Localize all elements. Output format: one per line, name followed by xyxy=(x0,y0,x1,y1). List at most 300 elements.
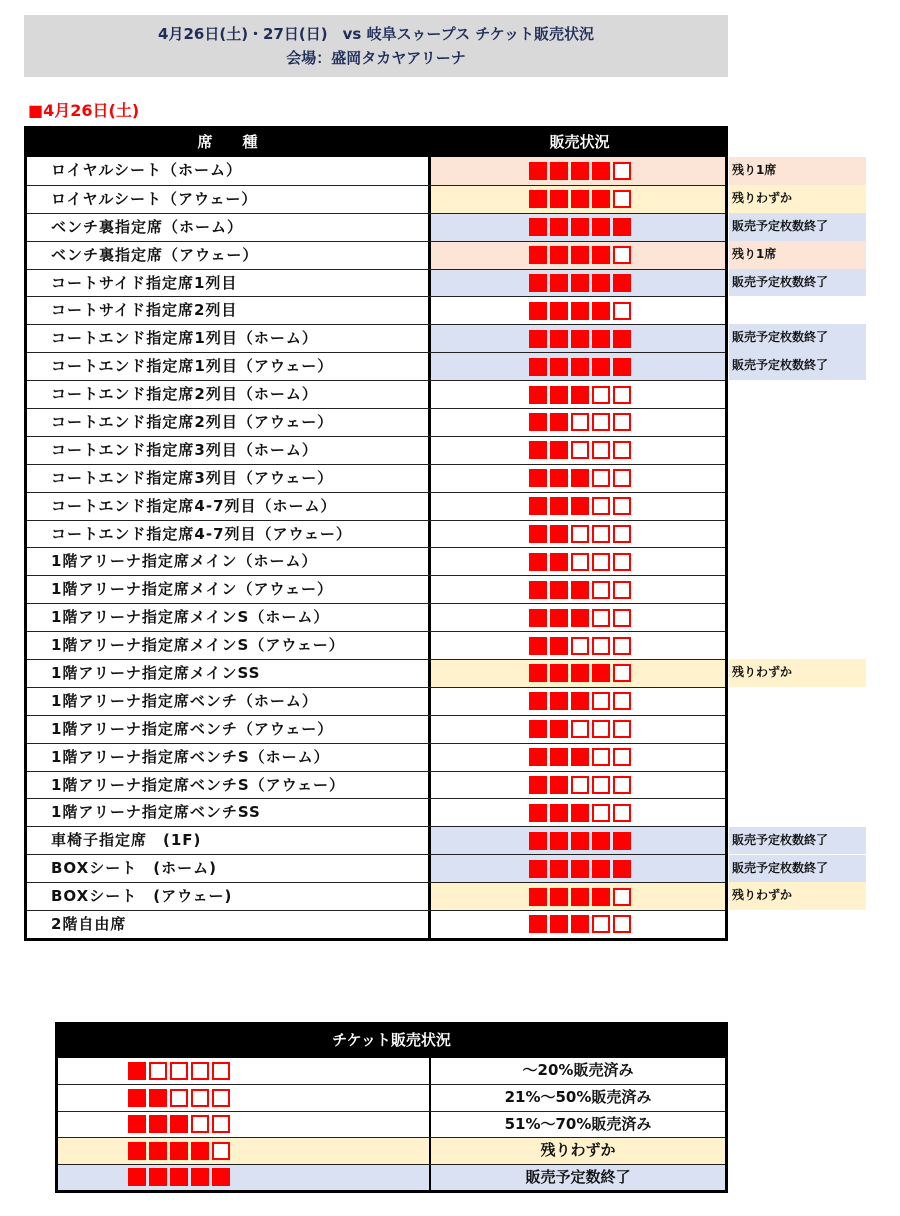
sales-status-cell xyxy=(431,157,725,185)
filled-square-icon xyxy=(592,358,610,376)
seat-type-cell: ベンチ裏指定席（アウェー） xyxy=(27,242,431,269)
status-indicator xyxy=(519,469,631,487)
empty-square-icon xyxy=(571,776,589,794)
empty-square-icon xyxy=(613,609,631,627)
empty-square-icon xyxy=(592,720,610,738)
empty-square-icon xyxy=(571,525,589,543)
filled-square-icon xyxy=(529,525,547,543)
filled-square-icon xyxy=(592,302,610,320)
status-indicator xyxy=(519,720,631,738)
filled-square-icon xyxy=(529,218,547,236)
seat-type-cell: コートエンド指定席4-7列目（ホーム） xyxy=(27,493,431,520)
filled-square-icon xyxy=(571,888,589,906)
sales-status-cell xyxy=(431,437,725,464)
table-row xyxy=(27,520,725,548)
status-note: 販売予定枚数終了 xyxy=(729,827,866,855)
filled-square-icon xyxy=(550,860,568,878)
filled-square-icon xyxy=(550,748,568,766)
status-indicator xyxy=(519,274,631,292)
table-row xyxy=(27,771,725,799)
filled-square-icon xyxy=(613,330,631,348)
filled-square-icon xyxy=(128,1168,146,1186)
section-date-label: ■4月26日(土) xyxy=(28,101,140,120)
empty-square-icon xyxy=(592,692,610,710)
filled-square-icon xyxy=(529,497,547,515)
filled-square-icon xyxy=(613,274,631,292)
empty-square-icon xyxy=(613,469,631,487)
table-row xyxy=(27,743,725,771)
filled-square-icon xyxy=(529,274,547,292)
status-note: 残りわずか xyxy=(729,659,866,687)
empty-square-icon xyxy=(571,413,589,431)
table-row xyxy=(27,352,725,380)
legend-indicator-cell xyxy=(58,1138,431,1163)
sales-status-cell xyxy=(431,827,725,854)
filled-square-icon xyxy=(529,664,547,682)
filled-square-icon xyxy=(550,274,568,292)
sales-status-cell xyxy=(431,353,725,380)
empty-square-icon xyxy=(613,888,631,906)
seat-type-cell: 1階アリーナ指定席ベンチS（アウェー） xyxy=(27,772,431,799)
filled-square-icon xyxy=(212,1168,230,1186)
empty-square-icon xyxy=(592,497,610,515)
status-indicator xyxy=(519,832,631,850)
sales-status-cell xyxy=(431,521,725,548)
sales-status-cell xyxy=(431,688,725,715)
filled-square-icon xyxy=(149,1089,167,1107)
sales-status-cell xyxy=(431,186,725,213)
table-row xyxy=(27,715,725,743)
table-row xyxy=(27,324,725,352)
filled-square-icon xyxy=(592,162,610,180)
status-note: 販売予定枚数終了 xyxy=(729,855,866,883)
sales-status-cell xyxy=(431,632,725,659)
empty-square-icon xyxy=(592,525,610,543)
filled-square-icon xyxy=(170,1142,188,1160)
seat-type-cell: コートエンド指定席4-7列目（アウェー） xyxy=(27,521,431,548)
empty-square-icon xyxy=(191,1062,209,1080)
status-indicator xyxy=(519,441,631,459)
filled-square-icon xyxy=(550,609,568,627)
empty-square-icon xyxy=(613,720,631,738)
seat-type-cell: 1階アリーナ指定席ベンチSS xyxy=(27,799,431,826)
empty-square-icon xyxy=(571,720,589,738)
empty-square-icon xyxy=(571,553,589,571)
sales-status-cell xyxy=(431,604,725,631)
legend-row xyxy=(58,1058,725,1084)
empty-square-icon xyxy=(592,386,610,404)
table-row xyxy=(27,296,725,324)
seat-type-cell: BOXシート (アウェー) xyxy=(27,883,431,910)
filled-square-icon xyxy=(550,553,568,571)
filled-square-icon xyxy=(571,302,589,320)
legend-row xyxy=(58,1084,725,1110)
filled-square-icon xyxy=(529,860,547,878)
empty-square-icon xyxy=(613,804,631,822)
filled-square-icon xyxy=(529,358,547,376)
table-row xyxy=(27,380,725,408)
filled-square-icon xyxy=(550,497,568,515)
status-indicator xyxy=(519,664,631,682)
filled-square-icon xyxy=(613,832,631,850)
sales-status-cell xyxy=(431,883,725,910)
filled-square-icon xyxy=(529,330,547,348)
status-indicator xyxy=(519,804,631,822)
filled-square-icon xyxy=(550,525,568,543)
seat-type-cell: コートサイド指定席2列目 xyxy=(27,297,431,324)
empty-square-icon xyxy=(592,748,610,766)
empty-square-icon xyxy=(613,748,631,766)
table-row xyxy=(27,798,725,826)
filled-square-icon xyxy=(571,609,589,627)
filled-square-icon xyxy=(529,832,547,850)
filled-square-icon xyxy=(571,246,589,264)
filled-square-icon xyxy=(191,1168,209,1186)
empty-square-icon xyxy=(613,302,631,320)
status-indicator xyxy=(519,413,631,431)
filled-square-icon xyxy=(550,330,568,348)
filled-square-icon xyxy=(592,274,610,292)
table-row xyxy=(27,213,725,241)
empty-square-icon xyxy=(613,162,631,180)
filled-square-icon xyxy=(149,1115,167,1133)
filled-square-icon xyxy=(571,804,589,822)
status-indicator xyxy=(519,162,631,180)
seat-type-cell: 1階アリーナ指定席メインS（アウェー） xyxy=(27,632,431,659)
column-header-sales-status: 販売状況 xyxy=(549,133,610,151)
filled-square-icon xyxy=(529,776,547,794)
filled-square-icon xyxy=(571,832,589,850)
filled-square-icon xyxy=(529,413,547,431)
filled-square-icon xyxy=(550,720,568,738)
filled-square-icon xyxy=(550,776,568,794)
empty-square-icon xyxy=(613,497,631,515)
filled-square-icon xyxy=(529,386,547,404)
legend-label: 51%～70%販売済み xyxy=(504,1114,652,1133)
empty-square-icon xyxy=(191,1115,209,1133)
seat-type-cell: 1階アリーナ指定席ベンチ（ホーム） xyxy=(27,688,431,715)
filled-square-icon xyxy=(550,413,568,431)
empty-square-icon xyxy=(212,1089,230,1107)
sales-status-cell xyxy=(431,911,725,938)
sales-status-cell xyxy=(431,381,725,408)
status-indicator xyxy=(519,302,631,320)
legend-label: ～20%販売済み xyxy=(522,1061,634,1079)
status-indicator xyxy=(519,386,631,404)
filled-square-icon xyxy=(550,637,568,655)
filled-square-icon xyxy=(529,441,547,459)
filled-square-icon xyxy=(550,246,568,264)
seat-type-cell: ロイヤルシート（ホーム） xyxy=(27,157,431,185)
filled-square-icon xyxy=(592,330,610,348)
empty-square-icon xyxy=(571,441,589,459)
sales-status-cell xyxy=(431,799,725,826)
sales-status-cell xyxy=(431,242,725,269)
legend-label: 21%～50%販売済み xyxy=(504,1088,652,1107)
empty-square-icon xyxy=(592,804,610,822)
filled-square-icon xyxy=(529,302,547,320)
empty-square-icon xyxy=(592,581,610,599)
status-indicator xyxy=(128,1168,230,1186)
table-row xyxy=(27,436,725,464)
filled-square-icon xyxy=(550,386,568,404)
status-note: 残り1席 xyxy=(729,157,866,185)
status-indicator xyxy=(519,525,631,543)
status-note: 残り1席 xyxy=(729,241,866,269)
filled-square-icon xyxy=(550,190,568,208)
empty-square-icon xyxy=(613,664,631,682)
filled-square-icon xyxy=(529,888,547,906)
filled-square-icon xyxy=(149,1168,167,1186)
status-indicator xyxy=(519,748,631,766)
status-indicator xyxy=(519,609,631,627)
status-indicator xyxy=(519,888,631,906)
seat-type-cell: 1階アリーナ指定席メインSS xyxy=(27,660,431,687)
filled-square-icon xyxy=(592,888,610,906)
filled-square-icon xyxy=(191,1142,209,1160)
empty-square-icon xyxy=(613,386,631,404)
filled-square-icon xyxy=(529,915,547,933)
filled-square-icon xyxy=(550,915,568,933)
empty-square-icon xyxy=(592,637,610,655)
empty-square-icon xyxy=(170,1089,188,1107)
empty-square-icon xyxy=(212,1062,230,1080)
status-note: 販売予定枚数終了 xyxy=(729,269,866,297)
legend-row xyxy=(58,1111,725,1137)
filled-square-icon xyxy=(571,748,589,766)
sales-status-cell xyxy=(431,409,725,436)
filled-square-icon xyxy=(592,860,610,878)
empty-square-icon xyxy=(592,441,610,459)
empty-square-icon xyxy=(191,1089,209,1107)
filled-square-icon xyxy=(571,386,589,404)
filled-square-icon xyxy=(571,915,589,933)
legend-row xyxy=(58,1164,725,1190)
filled-square-icon xyxy=(149,1142,167,1160)
status-note: 残りわずか xyxy=(729,185,866,213)
filled-square-icon xyxy=(170,1115,188,1133)
empty-square-icon xyxy=(613,246,631,264)
empty-square-icon xyxy=(170,1062,188,1080)
status-indicator xyxy=(519,692,631,710)
legend-indicator-cell xyxy=(58,1112,431,1137)
seat-type-cell: 2階自由席 xyxy=(27,911,431,938)
status-indicator xyxy=(519,330,631,348)
seat-type-cell: ベンチ裏指定席（ホーム） xyxy=(27,214,431,241)
legend-table xyxy=(55,1022,728,1193)
status-note: 販売予定枚数終了 xyxy=(729,324,866,352)
seat-type-cell: 1階アリーナ指定席ベンチ（アウェー） xyxy=(27,716,431,743)
empty-square-icon xyxy=(613,915,631,933)
legend-indicator-cell xyxy=(58,1165,431,1190)
sales-status-cell xyxy=(431,772,725,799)
empty-square-icon xyxy=(592,609,610,627)
filled-square-icon xyxy=(550,664,568,682)
table-row xyxy=(27,659,725,687)
sales-status-cell xyxy=(431,270,725,297)
empty-square-icon xyxy=(613,553,631,571)
table-row xyxy=(27,882,725,910)
empty-square-icon xyxy=(212,1115,230,1133)
empty-square-icon xyxy=(613,525,631,543)
status-indicator xyxy=(128,1115,230,1133)
sales-status-cell xyxy=(431,493,725,520)
table-row xyxy=(27,185,725,213)
table-row xyxy=(27,687,725,715)
filled-square-icon xyxy=(550,581,568,599)
sales-status-cell xyxy=(431,297,725,324)
filled-square-icon xyxy=(550,162,568,180)
status-indicator xyxy=(519,860,631,878)
status-note: 残りわずか xyxy=(729,882,866,910)
status-indicator xyxy=(519,358,631,376)
legend-label: 残りわずか xyxy=(540,1141,616,1160)
filled-square-icon xyxy=(571,664,589,682)
empty-square-icon xyxy=(613,776,631,794)
table-row xyxy=(27,854,725,882)
sales-status-cell xyxy=(431,660,725,687)
page-title-banner xyxy=(24,15,728,77)
sales-status-cell xyxy=(431,576,725,603)
empty-square-icon xyxy=(571,637,589,655)
seat-status-table xyxy=(24,126,728,941)
filled-square-icon xyxy=(529,581,547,599)
seat-type-cell: BOXシート (ホーム) xyxy=(27,855,431,882)
table-row xyxy=(27,157,725,185)
status-indicator xyxy=(519,497,631,515)
seat-type-cell: コートエンド指定席2列目（アウェー） xyxy=(27,409,431,436)
sales-status-cell xyxy=(431,465,725,492)
venue-label: 会場：盛岡タカヤアリーナ xyxy=(286,49,466,67)
filled-square-icon xyxy=(550,358,568,376)
empty-square-icon xyxy=(613,441,631,459)
legend-indicator-cell xyxy=(58,1058,431,1084)
filled-square-icon xyxy=(529,720,547,738)
filled-square-icon xyxy=(550,302,568,320)
filled-square-icon xyxy=(571,358,589,376)
filled-square-icon xyxy=(529,162,547,180)
filled-square-icon xyxy=(571,860,589,878)
empty-square-icon xyxy=(613,581,631,599)
status-indicator xyxy=(128,1062,230,1080)
legend-title: チケット販売状況 xyxy=(55,1022,728,1058)
filled-square-icon xyxy=(550,692,568,710)
legend-label: 販売予定数終了 xyxy=(525,1167,631,1186)
table-header xyxy=(24,126,728,157)
table-row xyxy=(27,547,725,575)
empty-square-icon xyxy=(149,1062,167,1080)
filled-square-icon xyxy=(128,1115,146,1133)
status-indicator xyxy=(519,246,631,264)
filled-square-icon xyxy=(128,1062,146,1080)
filled-square-icon xyxy=(550,469,568,487)
filled-square-icon xyxy=(592,664,610,682)
status-indicator xyxy=(128,1089,230,1107)
empty-square-icon xyxy=(592,553,610,571)
filled-square-icon xyxy=(529,553,547,571)
filled-square-icon xyxy=(550,804,568,822)
filled-square-icon xyxy=(529,246,547,264)
sales-status-cell xyxy=(431,716,725,743)
seat-type-cell: コートエンド指定席2列目（ホーム） xyxy=(27,381,431,408)
empty-square-icon xyxy=(613,190,631,208)
empty-square-icon xyxy=(592,776,610,794)
sales-status-cell xyxy=(431,744,725,771)
filled-square-icon xyxy=(571,218,589,236)
filled-square-icon xyxy=(592,190,610,208)
filled-square-icon xyxy=(613,358,631,376)
seat-type-cell: 車椅子指定席 (1F) xyxy=(27,827,431,854)
status-note: 販売予定枚数終了 xyxy=(729,213,866,241)
filled-square-icon xyxy=(571,692,589,710)
filled-square-icon xyxy=(550,888,568,906)
page-title: 4月26日(土)・27日(日) vs 岐阜スゥープス チケット販売状況 xyxy=(158,25,594,43)
status-indicator xyxy=(519,776,631,794)
filled-square-icon xyxy=(529,692,547,710)
filled-square-icon xyxy=(571,190,589,208)
seat-type-cell: 1階アリーナ指定席メイン（アウェー） xyxy=(27,576,431,603)
filled-square-icon xyxy=(550,441,568,459)
sales-status-cell xyxy=(431,325,725,352)
seat-type-cell: 1階アリーナ指定席メインS（ホーム） xyxy=(27,604,431,631)
filled-square-icon xyxy=(592,246,610,264)
filled-square-icon xyxy=(571,469,589,487)
filled-square-icon xyxy=(571,497,589,515)
seat-type-cell: コートエンド指定席3列目（アウェー） xyxy=(27,465,431,492)
sales-status-cell xyxy=(431,855,725,882)
filled-square-icon xyxy=(592,832,610,850)
empty-square-icon xyxy=(592,469,610,487)
empty-square-icon xyxy=(613,413,631,431)
seat-type-cell: 1階アリーナ指定席ベンチS（ホーム） xyxy=(27,744,431,771)
filled-square-icon xyxy=(571,330,589,348)
status-indicator xyxy=(519,190,631,208)
empty-square-icon xyxy=(592,915,610,933)
empty-square-icon xyxy=(212,1142,230,1160)
sales-status-cell xyxy=(431,214,725,241)
column-header-seat-type: 席 種 xyxy=(197,133,258,151)
table-row xyxy=(27,631,725,659)
filled-square-icon xyxy=(571,162,589,180)
filled-square-icon xyxy=(529,190,547,208)
filled-square-icon xyxy=(613,218,631,236)
filled-square-icon xyxy=(170,1168,188,1186)
sales-status-cell xyxy=(431,548,725,575)
filled-square-icon xyxy=(128,1142,146,1160)
status-indicator xyxy=(519,915,631,933)
empty-square-icon xyxy=(613,692,631,710)
status-note: 販売予定枚数終了 xyxy=(729,352,866,380)
filled-square-icon xyxy=(529,609,547,627)
status-indicator xyxy=(519,218,631,236)
table-row xyxy=(27,910,725,938)
seat-type-cell: コートエンド指定席1列目（アウェー） xyxy=(27,353,431,380)
table-row xyxy=(27,269,725,297)
legend-indicator-cell xyxy=(58,1085,431,1110)
filled-square-icon xyxy=(571,274,589,292)
seat-type-cell: ロイヤルシート（アウェー） xyxy=(27,186,431,213)
seat-type-cell: コートエンド指定席1列目（ホーム） xyxy=(27,325,431,352)
status-indicator xyxy=(519,637,631,655)
filled-square-icon xyxy=(128,1089,146,1107)
filled-square-icon xyxy=(550,832,568,850)
table-row xyxy=(27,464,725,492)
filled-square-icon xyxy=(613,860,631,878)
table-row xyxy=(27,241,725,269)
filled-square-icon xyxy=(571,581,589,599)
table-row xyxy=(27,575,725,603)
status-indicator xyxy=(519,553,631,571)
